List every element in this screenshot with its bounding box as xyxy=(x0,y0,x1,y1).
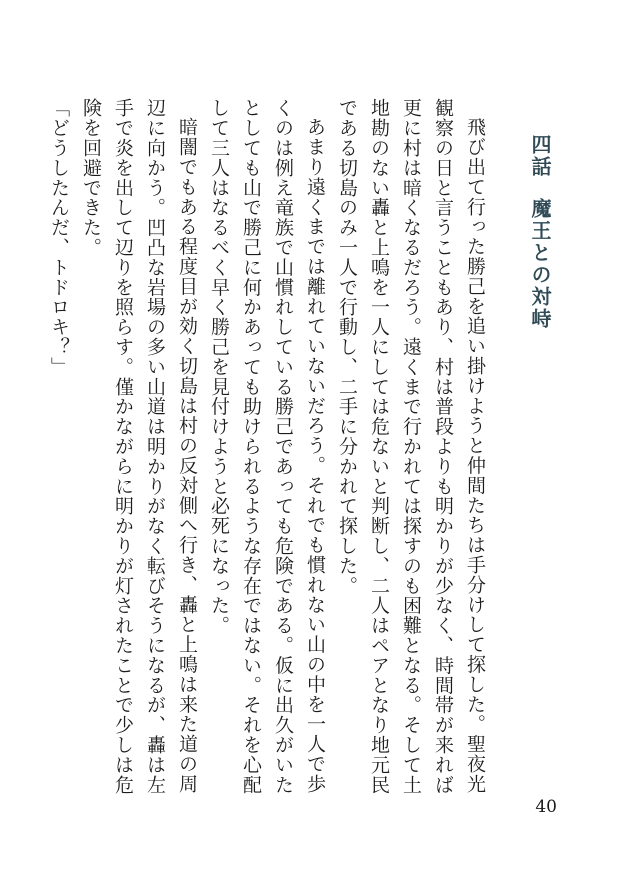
chapter-heading xyxy=(525,134,555,394)
chapter-title: 魔王との対峙 xyxy=(528,198,552,330)
paragraph-dialogue: 「どうしたんだ、トドロキ？」 xyxy=(48,98,70,377)
body-text xyxy=(48,98,491,803)
paragraph-1: 飛び出て行った勝己を追い掛けようと仲間たちは手分けして探した。聖夜光観察の日と言うこともあり、村は普段よりも明かりが少なく、時間帯が来れば更に村は暗くなるだろう。遠くまで行かれては探すのも困難となる。そして土地勘のない轟と上鳴を一人にしては危ないと判断し、二人はペアとなり地元民である切島のみ一人で行動し、二手に分かれて探した。 xyxy=(336,98,486,795)
paragraph-3: 暗闇でもある程度目が効く切島は村の反対側へ行き、轟と上鳴は来た道の周辺に向かう。凹凸な岩場の多い山道は明かりがなく転びそうになるが、轟は左手で炎を出して辺りを照らす。僅かながらに明かりが灯されたことで少しは危険を回避できた。 xyxy=(80,98,198,795)
page-number: 40 xyxy=(535,797,557,817)
chapter-number: 四話 xyxy=(528,134,552,178)
paragraph-2: あまり遠くまでは離れていないだろう。それでも慣れない山の中を一人で歩くのは例え竜族で山慣れしている勝己であっても危険である。仮に出久がいたとしても山で勝己に何かあっても助けられるような存在ではない。それを心配して三人はなるべく早く勝己を見付けようと必死になった。 xyxy=(208,98,326,795)
